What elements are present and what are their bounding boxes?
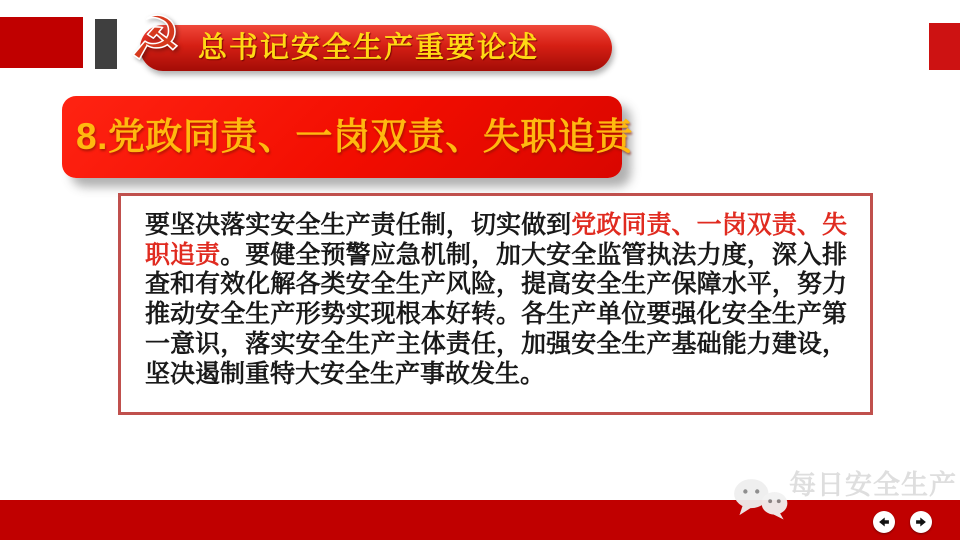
- hammer-sickle-emblem-icon: ☭: [128, 5, 182, 72]
- body-text-after: 。要健全预警应急机制，加大安全监管执法力度，深入排查和有效化解各类安全生产风险，提高安全生产保障水平，努力推动安全生产形势实现根本好转。各生产单位要强化安全生产第一意识，落实安全生产主体责任，加强安全生产基础能力建设，坚决遏制重特大安全生产事故发生。: [145, 240, 847, 388]
- right-red-block: [929, 23, 960, 70]
- section-title: 8.党政同责、一岗双责、失职追责: [76, 116, 633, 157]
- left-gray-block: [95, 19, 117, 69]
- body-text-before: 要坚决落实安全生产责任制，切实做到: [145, 211, 572, 239]
- header-banner-title: 总书记安全生产重要论述: [198, 32, 540, 64]
- left-red-block: [0, 17, 83, 68]
- brand-text: 每日安全生产: [789, 470, 957, 500]
- next-button[interactable]: [910, 511, 932, 533]
- body-text-highlight: 党政同责、一岗双责、失职追责: [145, 211, 847, 269]
- body-paragraph: [145, 211, 847, 389]
- body-text-box: [118, 193, 873, 415]
- header-banner: [140, 25, 612, 71]
- prev-button[interactable]: [873, 511, 895, 533]
- section-title-box: [62, 96, 633, 178]
- arrow-right-icon: [914, 515, 928, 529]
- arrow-left-icon: [877, 515, 891, 529]
- chat-bubbles-icon: [733, 476, 789, 522]
